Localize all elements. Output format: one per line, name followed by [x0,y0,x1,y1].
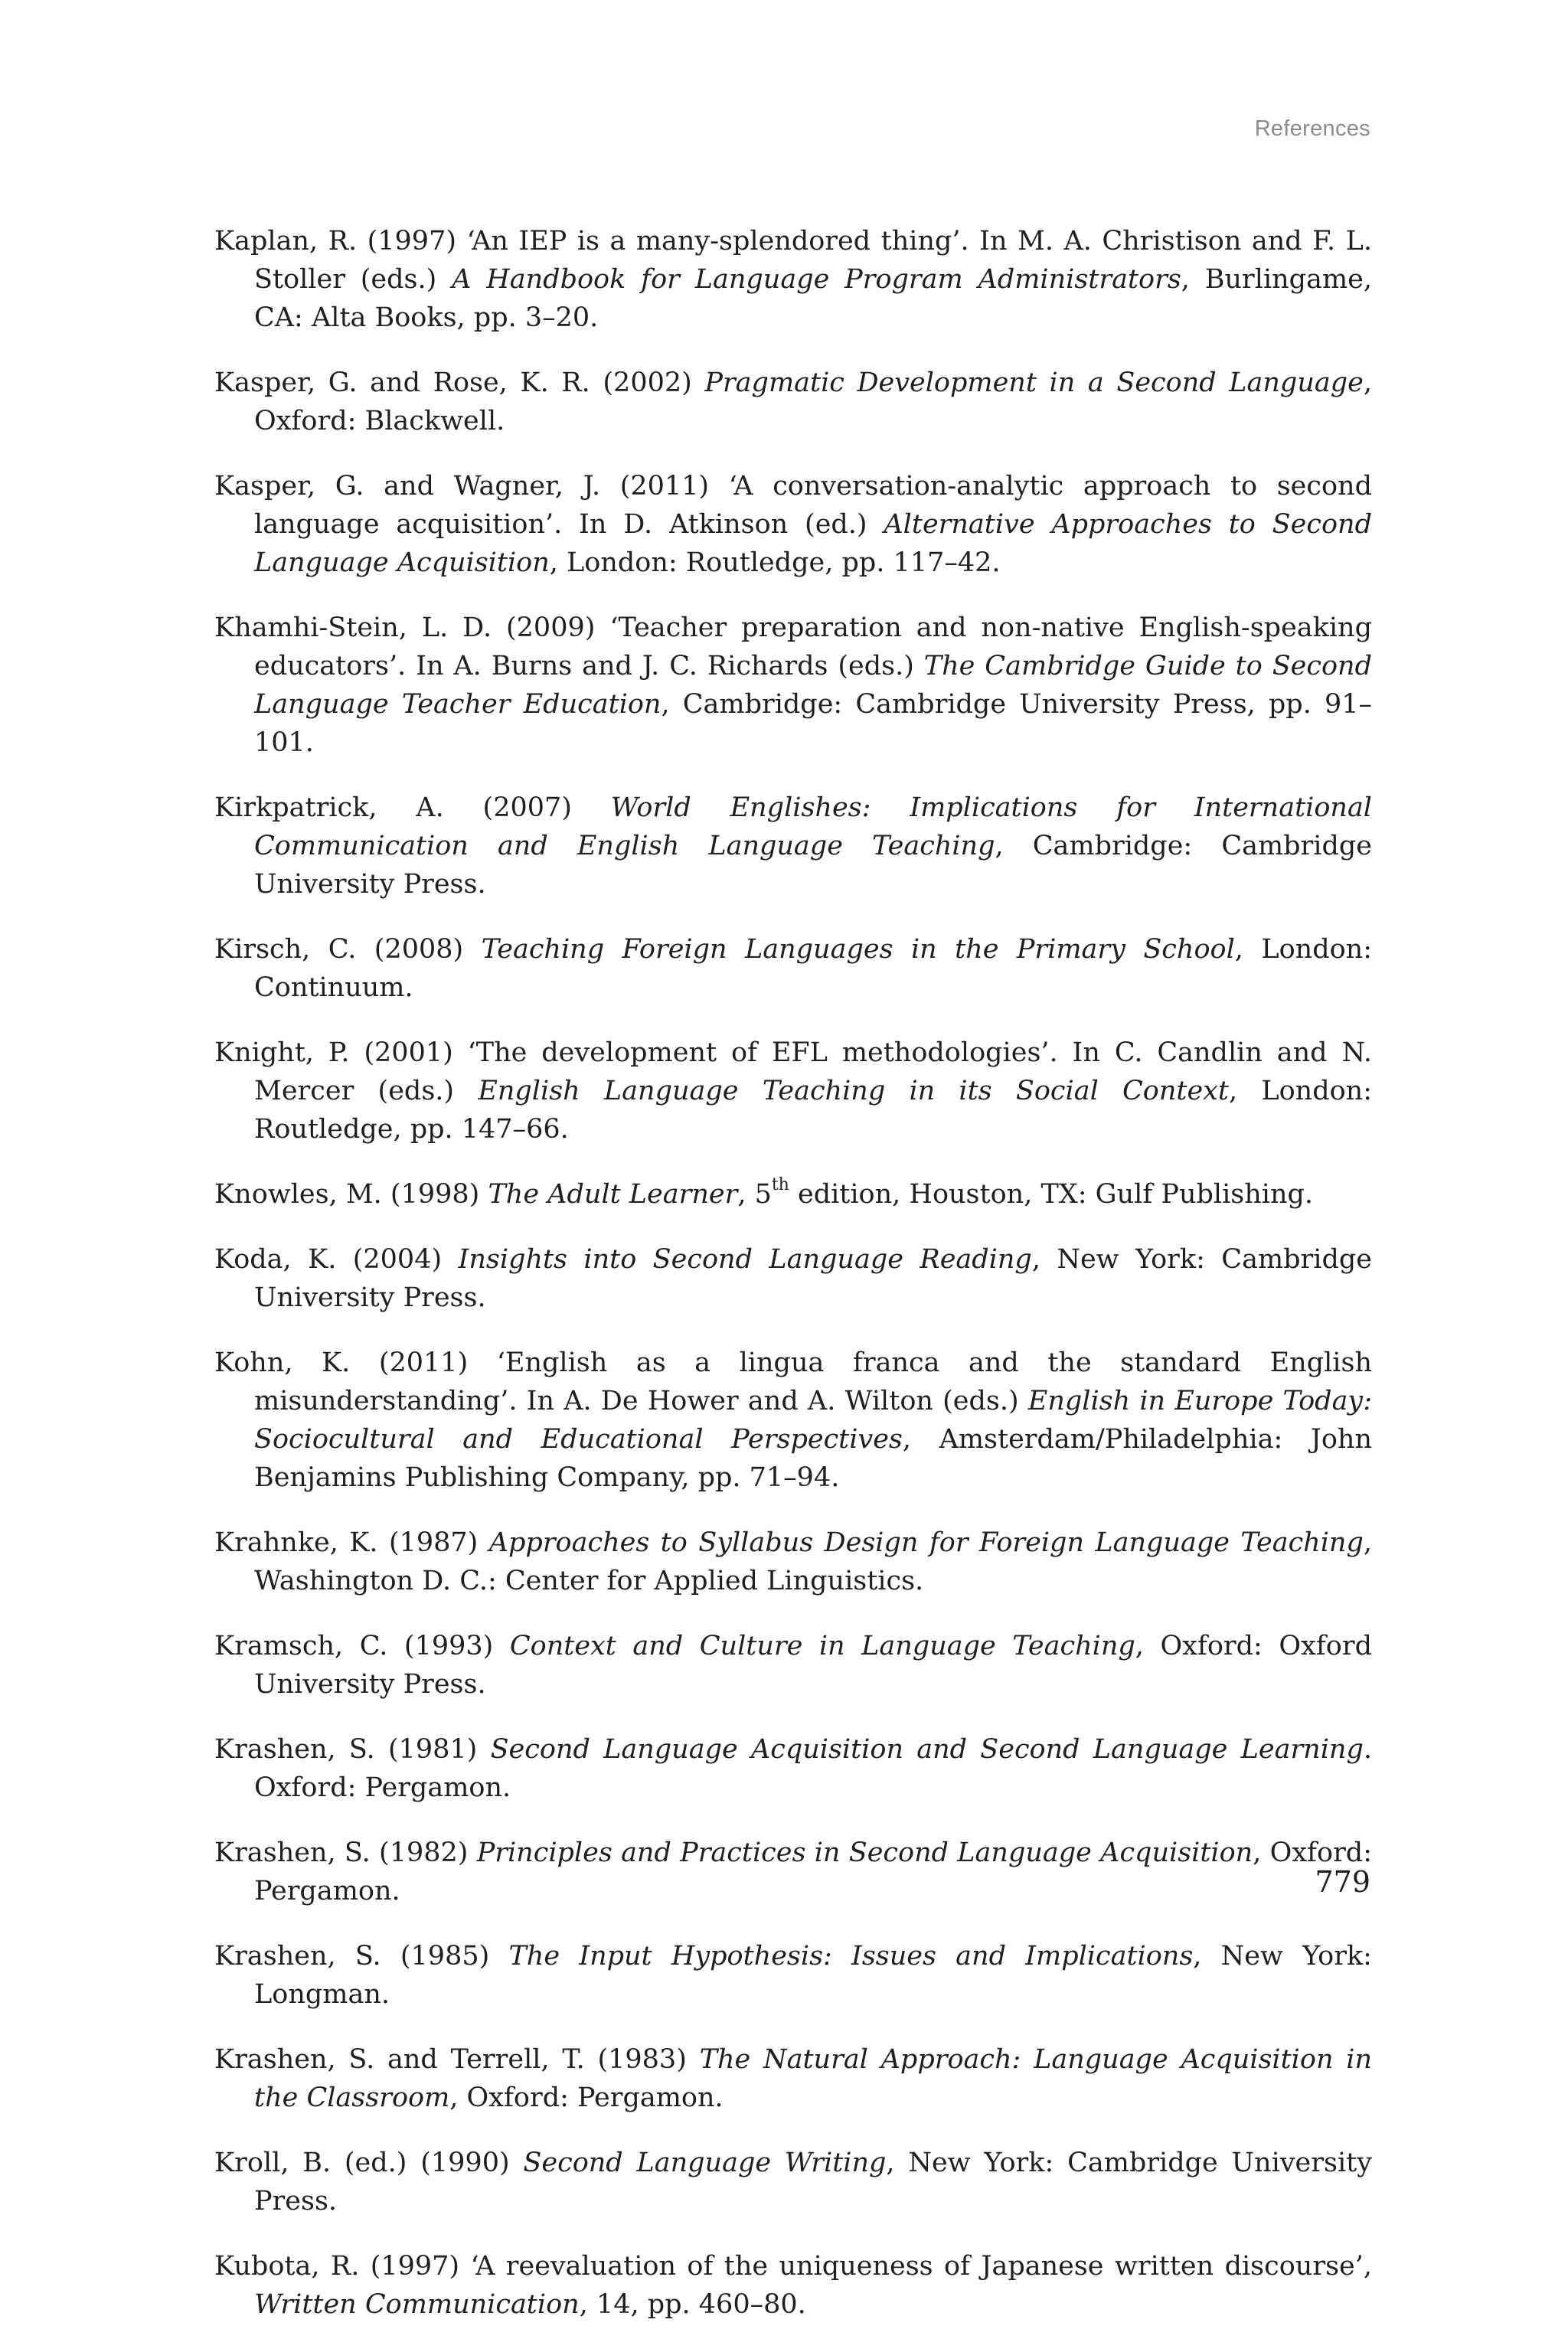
reference-entry: Krashen, S. (1981) Second Language Acquisition and Second Language Learning. Oxford: Pergamon. [214,1734,1372,1803]
reference-entry: Kaplan, R. (1997) ‘An IEP is a many-splendored thing’. In M. A. Christison and F. L. Stoller (eds.) A Handbook for Language Program Administrators, Burlingame, CA: Alta Books, pp. 3–20. [214,226,1372,333]
reference-title: Teaching Foreign Languages in the Primary School [481,934,1235,965]
reference-entry: Krashen, S. and Terrell, T. (1983) The Natural Approach: Language Acquisition in the Classroom, Oxford: Pergamon. [214,2044,1372,2113]
reference-entry: Kohn, K. (2011) ‘English as a lingua franca and the standard English misunderstanding’. In A. De Hower and A. Wilton (eds.) English in Europe Today: Sociocultural and Educational Perspectives, Amsterdam/Philadelphia: John Benjamins Publishing Company, pp. 71–94. [214,1348,1372,1493]
reference-title: The Input Hypothesis: Issues and Implications [508,1941,1194,1971]
reference-title: Approaches to Syllabus Design for Foreign Language Teaching [488,1527,1364,1558]
reference-title: The Natural Approach: Language Acquisition in the Classroom [254,2044,1372,2113]
reference-title: Second Language Acquisition and Second Language Learning [490,1734,1364,1765]
page-number: 779 [1315,1865,1370,1899]
reference-title: Context and Culture in Language Teaching [509,1631,1135,1661]
reference-title: A Handbook for Language Program Administrators [452,264,1181,295]
reference-title: English in Europe Today: Sociocultural and Educational Perspectives [254,1386,1372,1455]
reference-entry: Knowles, M. (1998) The Adult Learner, 5th edition, Houston, TX: Gulf Publishing. [214,1175,1314,1210]
reference-entry: Kubota, R. (1997) ‘A reevaluation of the uniqueness of Japanese written discourse’, Written Communication, 14, pp. 460–80. [214,2251,1372,2320]
reference-title: World Englishes: Implications for International Communication and English Language Teaching [254,792,1372,861]
reference-title: Pragmatic Development in a Second Language [704,368,1364,398]
reference-title: Second Language Writing [523,2148,887,2178]
reference-title: The Cambridge Guide to Second Language Teacher Education [254,651,1373,720]
reference-entry: Krahnke, K. (1987) Approaches to Syllabus Design for Foreign Language Teaching, Washington D. C.: Center for Applied Linguistics. [214,1527,1373,1596]
reference-title: Insights into Second Language Reading [458,1244,1032,1275]
reference-entry: Kramsch, C. (1993) Context and Culture in Language Teaching, Oxford: Oxford University Press. [214,1631,1372,1700]
reference-entry: Kirkpatrick, A. (2007) World Englishes: Implications for International Communication and English Language Teaching, Cambridge: Cambridge University Press. [214,792,1373,900]
reference-entry: Knight, P. (2001) ‘The development of EFL methodologies’. In C. Candlin and N. Mercer (eds.) English Language Teaching in its Social Context, London: Routledge, pp. 147–66. [214,1037,1373,1145]
reference-list [214,195,1372,2339]
reference-title: Alternative Approaches to Second Language Acquisition [254,509,1372,578]
reference-entry: Khamhi-Stein, L. D. (2009) ‘Teacher preparation and non-native English-speaking educators’. In A. Burns and J. C. Richards (eds.) The Cambridge Guide to Second Language Teacher Education, Cambridge: Cambridge University Press, pp. 91–101. [214,613,1373,758]
reference-entry: Kasper, G. and Wagner, J. (2011) ‘A conversation-analytic approach to second language acquisition’. In D. Atkinson (ed.) Alternative Approaches to Second Language Acquisition, London: Routledge, pp. 117–42. [214,471,1372,578]
reference-title: The Adult Learner [488,1179,738,1210]
reference-entry: Krashen, S. (1982) Principles and Practices in Second Language Acquisition, Oxford: Pergamon. [214,1838,1373,1906]
reference-title: English Language Teaching in its Social Context [478,1076,1229,1106]
reference-entry: Kirsch, C. (2008) Teaching Foreign Languages in the Primary School, London: Continuum. [214,934,1373,1003]
reference-entry: Kasper, G. and Rose, K. R. (2002) Pragmatic Development in a Second Language, Oxford: Blackwell. [214,368,1372,436]
reference-entry: Koda, K. (2004) Insights into Second Language Reading, New York: Cambridge University Press. [214,1244,1372,1313]
reference-entry: Krashen, S. (1985) The Input Hypothesis: Issues and Implications, New York: Longman. [214,1941,1372,2010]
running-head: References [1254,116,1370,141]
reference-title: Principles and Practices in Second Language Acquisition [476,1838,1253,1868]
reference-title: Written Communication [254,2289,580,2320]
reference-entry: Kroll, B. (ed.) (1990) Second Language Writing, New York: Cambridge University Press. [214,2148,1372,2216]
superscript-ordinal: th [771,1175,789,1195]
